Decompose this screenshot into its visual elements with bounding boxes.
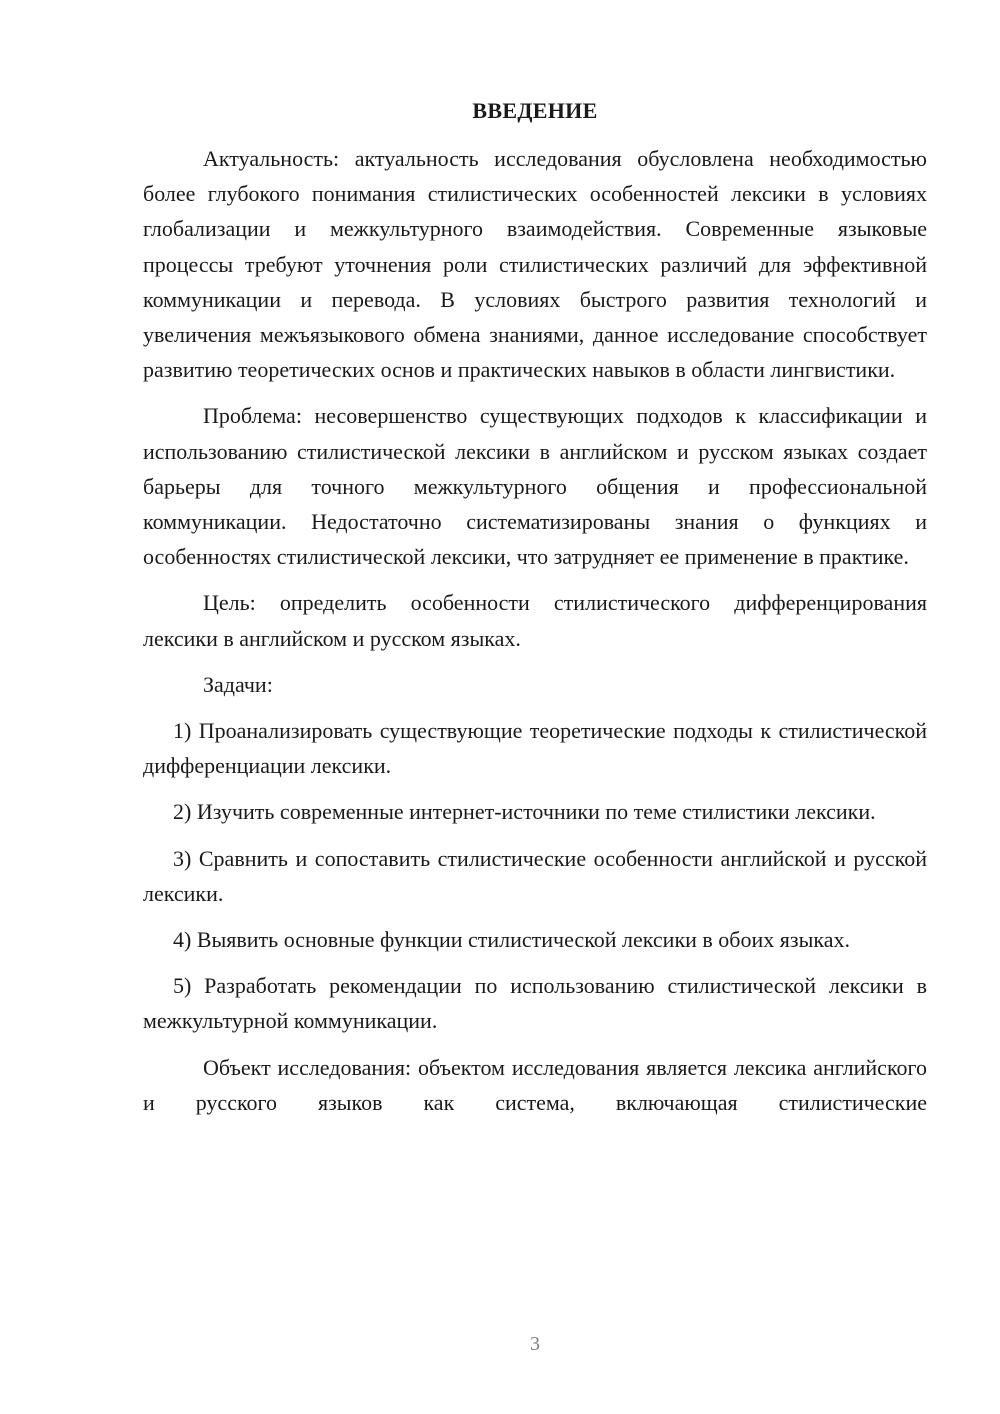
paragraph-goal: Цель: определить особенности стилистического дифференцирования лексики в английском и русском языках. (143, 590, 927, 651)
section-heading: ВВЕДЕНИЕ (472, 98, 598, 123)
task-item-4: 4) Выявить основные функции стилистической лексики в обоих языках. (173, 927, 850, 953)
paragraph-problem: Проблема: несовершенство существующих подходов к классификации и использованию стилистической лексики в английском и русском языках создает барьеры для точного межкультурного общения и профессиональной коммуникации. Недостаточно систематизированы знания о функциях и особенностях стилистической лексики, что затрудняет ее применение в практике. (143, 403, 927, 570)
page-content (143, 94, 927, 1120)
tasks-label: Задачи: (203, 671, 273, 697)
task-item-5: 5) Разработать рекомендации по использованию стилистической лексики в межкультурной коммуникации. (143, 973, 927, 1034)
task-item-2: 2) Изучить современные интернет-источники по теме стилистики лексики. (173, 799, 876, 825)
page-number: 3 (530, 1333, 540, 1355)
task-item-1: 1) Проанализировать существующие теоретические подходы к стилистической дифференциации лексики. (143, 718, 927, 779)
task-item-3: 3) Сравнить и сопоставить стилистические особенности английской и русской лексики. (143, 845, 927, 906)
paragraph-relevance: Актуальность: актуальность исследования обусловлена необходимостью более глубокого понимания стилистических особенностей лексики в условиях глобализации и межкультурного взаимодействия. Современные языковые процессы требуют уточнения роли стилистических различий для эффективной коммуникации и перевода. В условиях быстрого развития технологий и увеличения межъязыкового обмена знаниями, данное исследование способствует развитию теоретических основ и практических навыков в области лингвистики. (143, 146, 927, 383)
paragraph-object: Объект исследования: объектом исследования является лексика английского и русского языков как система, включающая стилистические (143, 1054, 927, 1115)
